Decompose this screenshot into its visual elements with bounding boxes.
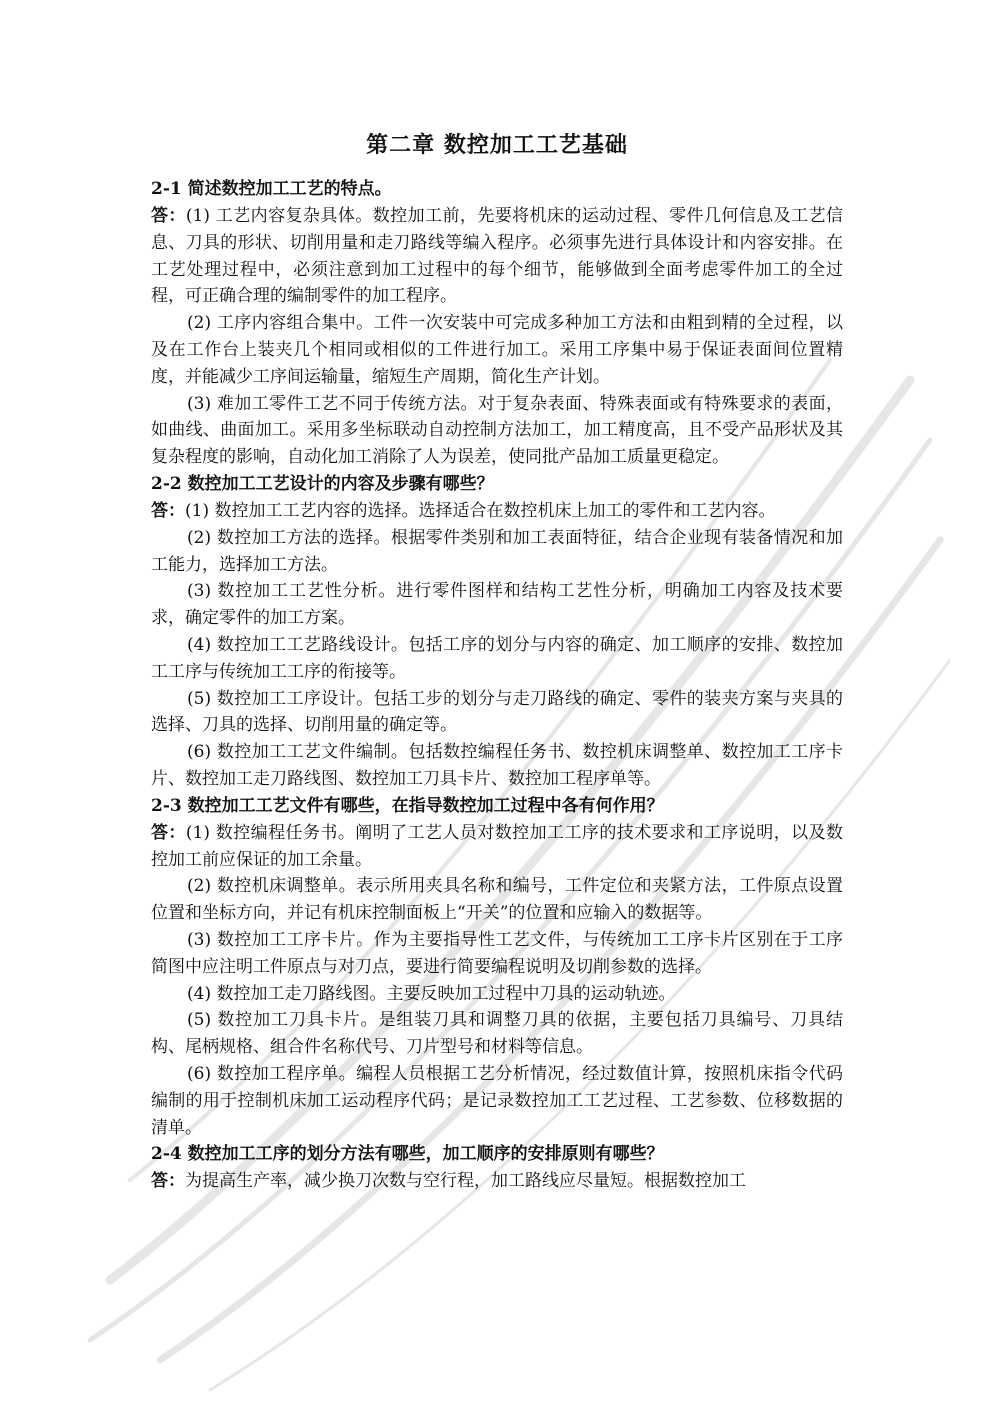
answer-text: (1) 数控加工工艺内容的选择。选择适合在数控机床上加工的零件和工艺内容。: [185, 500, 776, 521]
document-body: [151, 128, 843, 1195]
answer-paragraph: (6) 数控加工程序单。编程人员根据工艺分析情况，经过数值计算，按照机床指令代码编制的用于控制机床加工运动程序代码；是记录数控加工工艺过程、工艺参数、位移数据的清单。: [151, 1063, 843, 1138]
answer-paragraph: (5) 数控加工刀具卡片。是组装刀具和调整刀具的依据，主要包括刀具编号、刀具结构、尾柄规格、组合件名称代号、刀片型号和材料等信息。: [151, 1010, 843, 1058]
answer-first-paragraph: [151, 498, 843, 525]
chapter-title: 第二章 数控加工工艺基础: [366, 132, 628, 158]
answer-label: 答：: [151, 822, 186, 843]
answer-label: 答：: [151, 500, 185, 521]
section-2-2: [151, 471, 843, 793]
answer-paragraph: (4) 数控加工工艺路线设计。包括工序的划分与内容的确定、加工顺序的安排、数控加工工序与传统加工工序的衔接等。: [151, 634, 843, 682]
answer-first-paragraph: [151, 820, 843, 874]
question-heading: 2-4 数控加工工序的划分方法有哪些，加工顺序的安排原则有哪些？: [151, 1144, 664, 1165]
answer-paragraph: (2) 数控机床调整单。表示所用夹具名称和编号，工件定位和夹紧方法，工件原点设置位置和坐标方向，并记有机床控制面板上“开关”的位置和应输入的数据等。: [151, 876, 843, 924]
section-2-3: [151, 793, 843, 1142]
answer-paragraph: (5) 数控加工工序设计。包括工步的划分与走刀路线的确定、零件的装夹方案与夹具的选择、刀具的选择、切削用量的确定等。: [151, 688, 843, 736]
question-heading: 2-2 数控加工工艺设计的内容及步骤有哪些？: [151, 473, 494, 494]
answer-paragraph: (2) 数控加工方法的选择。根据零件类别和加工表面特征，结合企业现有装备情况和加工能力，选择加工方法。: [151, 527, 843, 575]
answer-text: (1) 数控编程任务书。阐明了工艺人员对数控加工工序的技术要求和工序说明，以及数控加工前应保证的加工余量。: [151, 822, 844, 870]
answer-paragraph: (3) 难加工零件工艺不同于传统方法。对于复杂表面、特殊表面或有特殊要求的表面，如曲线、曲面加工。采用多坐标联动自动控制方法加工，加工精度高，且不受产品形状及其复杂程度的影响，自动化加工消除了人为误差，使同批产品加工质量更稳定。: [151, 393, 843, 468]
question-heading: 2-3 数控加工工艺文件有哪些，在指导数控加工过程中各有何作用？: [151, 795, 664, 816]
section-2-4: [151, 1141, 843, 1195]
answer-paragraph: (3) 数控加工工艺性分析。进行零件图样和结构工艺性分析，明确加工内容及技术要求，确定零件的加工方案。: [151, 581, 843, 629]
answer-label: 答：: [151, 206, 186, 226]
question-heading: 2-1 简述数控加工工艺的特点。: [151, 179, 392, 199]
answer-paragraph: (2) 工序内容组合集中。工件一次安装中可完成多种加工方法和由粗到精的全过程，以及在工作台上装夹几个相同或相似的工件进行加工。采用工序集中易于保证表面间位置精度，并能减少工序间运输量，缩短生产周期，简化生产计划。: [151, 313, 843, 387]
answer-text: (1) 工艺内容复杂具体。数控加工前，先要将机床的运动过程、零件几何信息及工艺信息、刀具的形状、切削用量和走刀路线等编入程序。必须事先进行具体设计和内容安排。在工艺处理过程中，必须注意到加工过程中的每个细节，能够做到全面考虑零件加工的全过程，可正确合理的编制零件的加工程序。: [151, 206, 844, 307]
answer-first-paragraph: [151, 1168, 843, 1195]
answer-paragraph: (3) 数控加工工序卡片。作为主要指导性工艺文件，与传统加工工序卡片区别在于工序简图中应注明工件原点与对刀点，要进行简要编程说明及切削参数的选择。: [151, 929, 843, 977]
answer-paragraph: (4) 数控加工走刀路线图。主要反映加工过程中刀具的运动轨迹。: [187, 983, 676, 1004]
section-2-1: [151, 176, 843, 471]
answer-paragraph: (6) 数控加工工艺文件编制。包括数控编程任务书、数控机床调整单、数控加工工序卡片、数控加工走刀路线图、数控加工刀具卡片、数控加工程序单等。: [151, 742, 843, 789]
answer-first-paragraph: [151, 203, 843, 310]
answer-label: 答：: [151, 1171, 185, 1192]
answer-text: 为提高生产率，减少换刀次数与空行程，加工路线应尽量短。根据数控加工: [185, 1171, 746, 1192]
